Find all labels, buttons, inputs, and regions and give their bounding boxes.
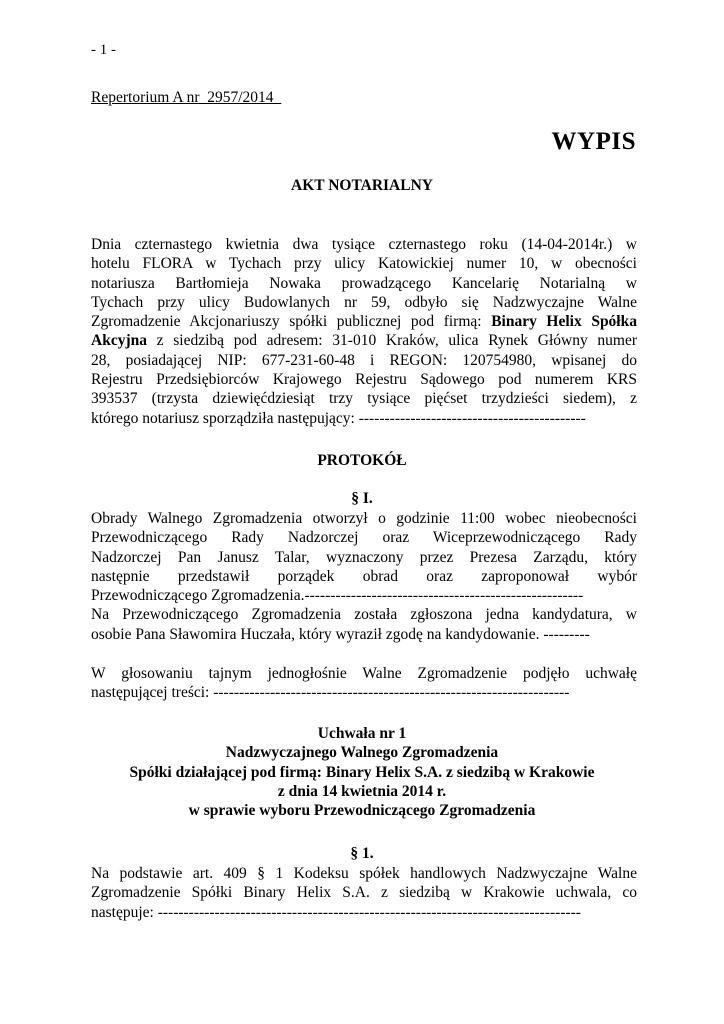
intro-paragraph bbox=[91, 235, 637, 428]
opening-line: Przewodniczącego Zgromadzenia.------------------------------------------------------ bbox=[91, 587, 584, 605]
resolution-company: Spółki działającej pod firmą: Binary Helix S.A. z siedzibą w Krakowie bbox=[129, 763, 595, 781]
vote-line: następującej treści: --------------------------------------------------------------------- bbox=[91, 684, 570, 702]
basis-line: Zgromadzenie Spółki Binary Helix S.A. z siedzibą w Krakowie uchwala, co bbox=[91, 884, 637, 902]
opening-line: Obrady Walnego Zgromadzenia otworzył o godzinie 11:00 wobec nieobecności bbox=[91, 510, 637, 527]
intro-text: Zgromadzenie Akcjonariuszy spółki publicznej pod firmą: bbox=[91, 313, 492, 331]
stamp-wypis: WYPIS bbox=[551, 128, 636, 155]
intro-line: 28, posiadającej NIP: 677-231-60-48 i REGON: 120754980, wpisanej do bbox=[91, 351, 637, 369]
repertorium-number bbox=[91, 89, 281, 107]
resolution-date: z dnia 14 kwietnia 2014 r. bbox=[277, 782, 447, 800]
section-heading-1: § 1. bbox=[350, 845, 374, 862]
candidate-line: osobie Pana Sławomira Huczała, który wyraził zgodę na kandydowanie. --------- bbox=[91, 625, 590, 643]
intro-line: Dnia czternastego kwietnia dwa tysiące czternastego roku (14-04-2014r.) w bbox=[91, 236, 637, 253]
intro-line-company bbox=[91, 312, 637, 331]
opening-line: Przewodniczącego Rady Nadzorczej oraz Wiceprzewodniczącego Rady bbox=[91, 529, 637, 547]
vote-paragraph bbox=[91, 664, 637, 703]
protocol-heading: PROTOKÓŁ bbox=[317, 452, 407, 469]
section-heading-I: § I. bbox=[351, 490, 373, 507]
intro-line-address bbox=[91, 331, 637, 350]
basis-paragraph bbox=[91, 864, 637, 922]
resolution-number: Uchwała nr 1 bbox=[317, 725, 407, 742]
intro-line: 393537 (trzysta dziewięćdziesiąt trzy tysiące pięćset trzydzieści siedem), z bbox=[91, 390, 637, 408]
basis-line: następuje: ---------------------------------------------------------------------------------- bbox=[91, 903, 581, 921]
opening-paragraph bbox=[91, 509, 637, 644]
intro-text: z siedzibą pod adresem: 31-010 Kraków, ulica Rynek Główny numer bbox=[146, 332, 637, 350]
intro-line: Tychach przy ulicy Budowlanych nr 59, odbyło się Nadzwyczajne Walne bbox=[91, 293, 637, 311]
repertorium-text: Repertorium A nr 2957/2014 bbox=[91, 89, 282, 106]
intro-line: notariusza Bartłomieja Nowaka prowadzącego Kancelarię Notarialną w bbox=[91, 274, 637, 292]
company-name-cont: Akcyjna bbox=[91, 332, 147, 350]
opening-line: Nadzorczej Pan Janusz Talar, wyznaczony przez Prezesa Zarządu, który bbox=[91, 548, 637, 566]
opening-line: następnie przedstawił porządek obrad oraz zaproponował wybór bbox=[91, 567, 637, 585]
intro-line: hotelu FLORA w Tychach przy ulicy Katowickiej numer 10, w obecności bbox=[91, 255, 637, 273]
vote-line: W głosowaniu tajnym jednogłośnie Walne Zgromadzenie podjęło uchwałę bbox=[91, 665, 637, 682]
document-title: AKT NOTARIALNY bbox=[291, 177, 433, 194]
intro-line-last: którego notariusz sporządziła następujący: -------------------------------------------- bbox=[91, 409, 586, 427]
resolution-subject: w sprawie wyboru Przewodniczącego Zgromadzenia bbox=[188, 802, 536, 820]
resolution-heading bbox=[91, 724, 633, 820]
basis-line: Na podstawie art. 409 § 1 Kodeksu spółek handlowych Nadzwyczajne Walne bbox=[91, 865, 637, 882]
company-name: Binary Helix Spółka bbox=[491, 313, 637, 331]
intro-line: Rejestru Przedsiębiorców Krajowego Rejestru Sądowego pod numerem KRS bbox=[91, 371, 637, 389]
candidate-line: Na Przewodniczącego Zgromadzenia została zgłoszona jedna kandydatura, w bbox=[91, 606, 637, 624]
resolution-body: Nadzwyczajnego Walnego Zgromadzenia bbox=[225, 744, 499, 762]
page-number: - 1 - bbox=[91, 42, 116, 58]
